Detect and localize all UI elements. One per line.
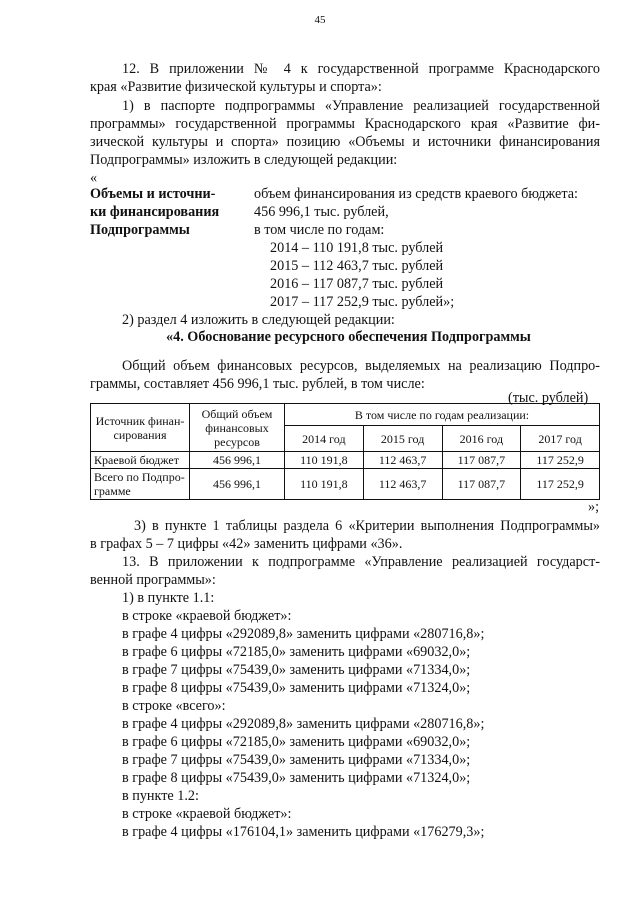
- units: (тыс. рублей): [508, 390, 589, 406]
- page-number: 45: [314, 14, 326, 26]
- row-value: 112 463,7: [363, 452, 442, 469]
- row-value: 117 087,7: [442, 452, 521, 469]
- section-title: «4. Обоснование ресурсного обеспечения Подпрограммы: [166, 329, 531, 345]
- amendment-line: в графе 4 цифры «292089,8» заменить цифрами «280716,8»;: [122, 716, 485, 732]
- item13-line2: венной программы»:: [90, 572, 216, 588]
- amendment-line: 1) в пункте 1.1:: [122, 590, 215, 606]
- row-value: 117 087,7: [442, 469, 521, 500]
- year-line: 2015 – 112 463,7 тыс. рублей: [270, 258, 444, 274]
- amendment-line: в графе 4 цифры «292089,8» заменить цифрами «280716,8»;: [122, 626, 485, 642]
- sub3-line2: в графах 5 – 7 цифры «42» заменить цифрами «36».: [90, 536, 403, 552]
- para-line1: Общий объем финансовых ресурсов, выделяемых на реализацию Подпро-: [122, 358, 600, 374]
- amendment-line: в графе 4 цифры «176104,1» заменить цифрами «176279,3»;: [122, 824, 485, 840]
- header-total: Общий объем финансовых ресурсов: [190, 404, 285, 452]
- sub1-line3: зической культуры и спорта» позицию «Объемы и источники финансирования: [90, 134, 600, 150]
- row-total: 456 996,1: [190, 469, 285, 500]
- passport-label-1: Объемы и источни-: [90, 186, 216, 202]
- header-years: В том числе по годам реализации:: [285, 404, 600, 426]
- amendment-line: в графе 7 цифры «75439,0» заменить цифрами «71334,0»;: [122, 662, 471, 678]
- header-year: 2014 год: [285, 426, 364, 452]
- row-value: 110 191,8: [285, 452, 364, 469]
- header-year: 2015 год: [363, 426, 442, 452]
- para-line2: граммы, составляет 456 996,1 тыс. рублей, в том числе:: [90, 376, 425, 392]
- amendment-line: в строке «краевой бюджет»:: [122, 806, 292, 822]
- amendment-line: в графе 8 цифры «75439,0» заменить цифрами «71324,0»;: [122, 770, 471, 786]
- resource-table: [90, 403, 600, 500]
- passport-value-2: 456 996,1 тыс. рублей,: [254, 204, 389, 220]
- quote-open: «: [90, 170, 98, 186]
- passport-label-3: Подпрограммы: [90, 222, 190, 238]
- item12-line1: 12. В приложении № 4 к государственной программе Краснодарского: [122, 61, 600, 77]
- amendment-line: в графе 6 цифры «72185,0» заменить цифрами «69032,0»;: [122, 644, 471, 660]
- row-total: 456 996,1: [190, 452, 285, 469]
- row-value: 112 463,7: [363, 469, 442, 500]
- amendment-line: в строке «всего»:: [122, 698, 226, 714]
- year-line: 2014 – 110 191,8 тыс. рублей: [270, 240, 444, 256]
- header-year: 2016 год: [442, 426, 521, 452]
- passport-value-1: объем финансирования из средств краевого бюджета:: [254, 186, 578, 202]
- sub1-line2: программы» государственной программы Краснодарского края «Развитие фи-: [90, 116, 600, 132]
- sub2: 2) раздел 4 изложить в следующей редакции:: [122, 312, 395, 328]
- row-value: 117 252,9: [521, 469, 600, 500]
- table-row: [91, 469, 600, 500]
- row-name: Краевой бюджет: [91, 452, 190, 469]
- table-close: »;: [588, 499, 600, 515]
- passport-label-2: ки финансирования: [90, 204, 220, 220]
- amendment-line: в пункте 1.2:: [122, 788, 199, 804]
- year-line: 2016 – 117 087,7 тыс. рублей: [270, 276, 444, 292]
- row-name: Всего по Подпро-грамме: [91, 469, 190, 500]
- year-line: 2017 – 117 252,9 тыс. рублей»;: [270, 294, 455, 310]
- item12-line2: края «Развитие физической культуры и спорта»:: [90, 79, 382, 95]
- table-row: [91, 452, 600, 469]
- amendment-line: в графе 7 цифры «75439,0» заменить цифрами «71334,0»;: [122, 752, 471, 768]
- header-year: 2017 год: [521, 426, 600, 452]
- amendment-line: в графе 8 цифры «75439,0» заменить цифрами «71324,0»;: [122, 680, 471, 696]
- passport-value-3: в том числе по годам:: [254, 222, 385, 238]
- header-source: Источник финан-сирования: [91, 404, 190, 452]
- row-value: 110 191,8: [285, 469, 364, 500]
- sub1-line4: Подпрограммы» изложить в следующей редакции:: [90, 152, 398, 168]
- sub1-line1: 1) в паспорте подпрограммы «Управление реализацией государственной: [122, 98, 600, 114]
- amendment-line: в графе 6 цифры «72185,0» заменить цифрами «69032,0»;: [122, 734, 471, 750]
- item13-line1: 13. В приложении к подпрограмме «Управление реализацией государст-: [122, 554, 600, 570]
- amendment-line: в строке «краевой бюджет»:: [122, 608, 292, 624]
- row-value: 117 252,9: [521, 452, 600, 469]
- sub3-line1: 3) в пункте 1 таблицы раздела 6 «Критерии выполнения Подпрограммы»: [134, 518, 600, 534]
